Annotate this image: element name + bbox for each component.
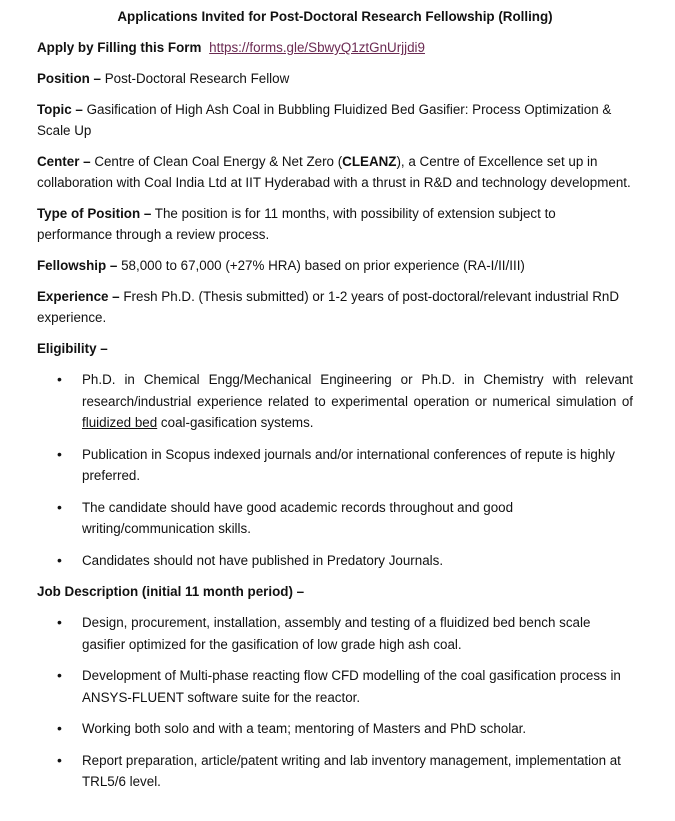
list-item xyxy=(37,718,633,740)
list-item xyxy=(37,444,633,487)
bullet-icon: • xyxy=(57,667,62,683)
eligibility-item-1-before: Ph.D. in Chemical Engg/Mechanical Engineering or Ph.D. in Chemistry with relevant research/industrial experience related to experimental operation or numerical simulation of xyxy=(82,372,633,409)
fellowship-label: Fellowship – xyxy=(37,258,118,273)
bullet-icon: • xyxy=(57,720,62,736)
job-description-list xyxy=(37,612,633,793)
experience-row xyxy=(37,286,633,328)
topic-row xyxy=(37,99,633,141)
job-item-2: Development of Multi-phase reacting flow CFD modelling of the coal gasification process in ANSYS-FLUENT software suite for the reactor. xyxy=(82,668,621,705)
job-description-heading: Job Description (initial 11 month period) – xyxy=(37,584,305,599)
list-item xyxy=(37,750,633,793)
eligibility-item-4: Candidates should not have published in Predatory Journals. xyxy=(82,552,444,568)
job-item-3: Working both solo and with a team; mentoring of Masters and PhD scholar. xyxy=(82,721,527,736)
bullet-icon: • xyxy=(57,751,62,768)
bullet-icon: • xyxy=(57,498,62,515)
type-of-position-label: Type of Position – xyxy=(37,206,152,221)
list-item xyxy=(37,612,633,655)
page-title: Applications Invited for Post-Doctoral Research Fellowship (Rolling) xyxy=(117,9,553,24)
job-item-1: Design, procurement, installation, assembly and testing of a fluidized bed bench scale gasifier optimized for the gasification of low grade high ash coal. xyxy=(82,615,591,652)
job-item-4: Report preparation, article/patent writing and lab inventory management, implementation at TRL5/6 level. xyxy=(82,752,621,789)
list-item xyxy=(37,550,633,572)
experience-value: Fresh Ph.D. (Thesis submitted) or 1-2 years of post-doctoral/relevant industrial RnD experience. xyxy=(37,289,620,325)
eligibility-item-3: The candidate should have good academic records throughout and good writing/communication skills. xyxy=(82,499,514,536)
eligibility-item-2: Publication in Scopus indexed journals and/or international conferences of repute is highly preferred. xyxy=(82,446,615,483)
apply-label: Apply by Filling this Form xyxy=(37,40,202,55)
bullet-icon: • xyxy=(57,551,62,568)
list-item xyxy=(37,497,633,540)
fellowship-value: 58,000 to 67,000 (+27% HRA) based on prior experience (RA-I/II/III) xyxy=(117,258,525,273)
topic-label: Topic – xyxy=(37,102,83,117)
position-value: Post-Doctoral Research Fellow xyxy=(101,71,290,86)
type-of-position-value: The position is for 11 months, with possibility of extension subject to performance through a review process. xyxy=(37,206,556,242)
eligibility-heading: Eligibility – xyxy=(37,341,108,356)
eligibility-item-1-after: coal-gasification systems. xyxy=(157,415,314,430)
experience-label: Experience – xyxy=(37,289,120,304)
bullet-icon: • xyxy=(57,445,62,462)
eligibility-item-1-underlined: fluidized bed xyxy=(82,415,158,430)
type-of-position-row xyxy=(37,203,633,245)
list-item xyxy=(37,665,633,708)
center-value-before: Centre of Clean Coal Energy & Net Zero ( xyxy=(90,154,343,169)
form-link[interactable]: https://forms.gle/SbwyQ1ztGnUrjjdi9 xyxy=(209,40,425,55)
center-value-after: ), a Centre of Excellence set up in collaboration with Coal India Ltd at IIT Hyderabad with a thrust in R&D and technology development. xyxy=(37,154,631,190)
position-label: Position – xyxy=(37,71,101,86)
bullet-icon: • xyxy=(57,614,62,630)
fellowship-row xyxy=(37,255,633,276)
center-row xyxy=(37,151,633,193)
center-label: Center – xyxy=(37,154,91,169)
position-row xyxy=(37,68,633,89)
list-item xyxy=(37,369,633,434)
topic-value: Gasification of High Ash Coal in Bubbling Fluidized Bed Gasifier: Process Optimization & Scale Up xyxy=(37,102,612,138)
bullet-icon: • xyxy=(57,371,62,387)
center-acronym: CLEANZ xyxy=(342,154,397,169)
apply-row xyxy=(37,37,633,58)
eligibility-list xyxy=(37,369,633,571)
